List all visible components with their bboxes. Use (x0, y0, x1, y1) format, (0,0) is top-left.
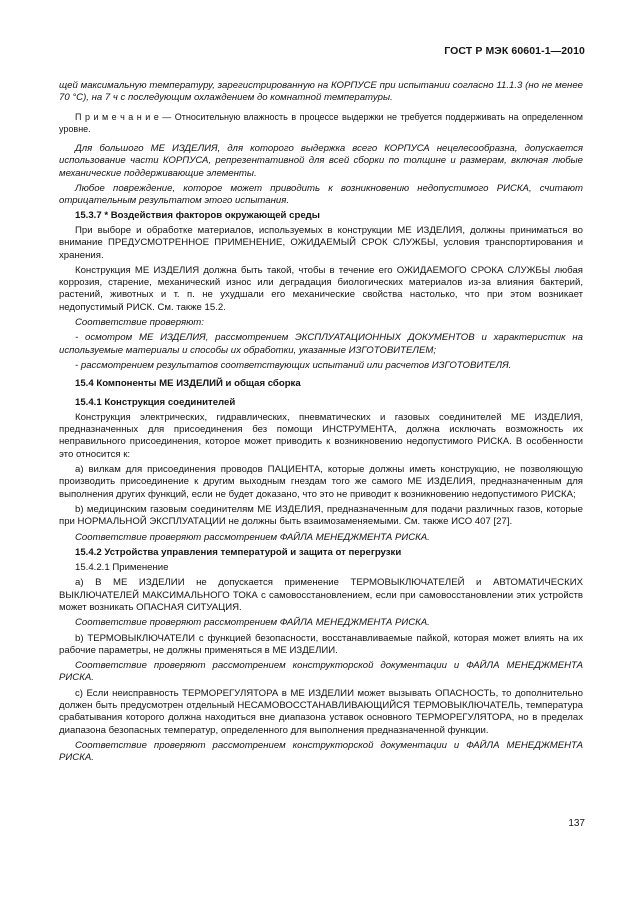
section-heading-15-4: 15.4 Компоненты МЕ ИЗДЕЛИЙ и общая сборка (75, 378, 301, 390)
note-paragraph: П р и м е ч а н и е — Относительную влажность в процессе выдержки не требуется поддерживать на определенном уровне. (59, 111, 583, 134)
compliance-text: Соответствие проверяют рассмотрением ФАЙЛА МЕНЕДЖМЕНТА РИСКА. (75, 617, 430, 629)
compliance-text: Соответствие проверяют рассмотрением конструкторской документации и ФАЙЛА МЕНЕДЖМЕНТА РИСКА. (59, 660, 583, 684)
compliance-text: Соответствие проверяют: (75, 317, 204, 329)
section-heading-15-3-7: 15.3.7 * Воздействия факторов окружающей среды (75, 209, 320, 221)
page-content (59, 80, 583, 768)
list-item: - осмотром МЕ ИЗДЕЛИЯ, рассмотрением ЭКСПЛУАТАЦИОННЫХ ДОКУМЕНТОВ и характеристик на используемые материалы и способы их обработки, указанные ИЗГОТОВИТЕЛЕМ; (59, 332, 583, 356)
compliance-text: Соответствие проверяют рассмотрением конструкторской документации и ФАЙЛА МЕНЕДЖМЕНТА РИСКА. (59, 739, 583, 764)
paragraph: щей максимальную температуру, зарегистрированную на КОРПУСЕ при испытании согласно 11.1.3 (но не менее 70 °С), на 7 ч с последующим охлаждением до комнатной температуры. (59, 80, 583, 104)
paragraph: Конструкция МЕ ИЗДЕЛИЯ должна быть такой, чтобы в течение его ОЖИДАЕМОГО СРОКА СЛУЖБЫ любая коррозия, старение, механический износ или деградация биологических материалов из-за влияния бактерий, растений, животных и т. п. не ухудшали его механические свойства настолько, что при этом возникает недопустимый РИСК. См. также 15.2. (59, 264, 583, 313)
subsection-title: 15.4.2.1 Применение (75, 562, 169, 574)
paragraph: Для большого МЕ ИЗДЕЛИЯ, для которого выдержка всего КОРПУСА нецелесообразна, допускается использование части КОРПУСА, репрезентативной для всей сборки по толщине и размерам, включая любые механические поддерживающие элементы. (59, 143, 583, 179)
list-item: с) Если неисправность ТЕРМОРЕГУЛЯТОРА в МЕ ИЗДЕЛИИ может вызывать ОПАСНОСТЬ, то дополнительно должен быть предусмотрен отдельный НЕСАМОВОССТАНАВЛИВАЮЩИЙСЯ ТЕРМОВЫКЛЮЧАТЕЛЬ, температура срабатывания которого должна находиться вне диапазона уставок основного ТЕРМОРЕГУЛЯТОРА, но в пределах диапазона безопасных температур, определенного для выполнения предназначенной функции. (59, 687, 583, 736)
paragraph: При выборе и обработке материалов, используемых в конструкции МЕ ИЗДЕЛИЯ, должны приниматься во внимание ПРЕДУСМОТРЕННОЕ ПРИМЕНЕНИЕ, ОЖИДАЕМЫЙ СРОК СЛУЖБЫ, условия транспортирования и хранения. (59, 224, 583, 261)
list-item: а) вилкам для присоединения проводов ПАЦИЕНТА, которые должны иметь конструкцию, не позволяющую производить присоединение к другим выходным гнездам того же самого МЕ ИЗДЕЛИЯ, предназначенным для выполнения других функций, если не будет доказано, что это не приводит к возникновению недопустимого РИСКА; (59, 464, 583, 500)
list-item: - рассмотрением результатов соответствующих испытаний или расчетов ИЗГОТОВИТЕЛЯ. (75, 359, 512, 371)
paragraph: Любое повреждение, которое может приводить к возникновению недопустимого РИСКА, считают отрицательным результатом этого испытания. (59, 183, 583, 207)
list-item: а) В МЕ ИЗДЕЛИИ не допускается применение ТЕРМОВЫКЛЮЧАТЕЛЕЙ и АВТОМАТИЧЕСКИХ ВЫКЛЮЧАТЕЛЕЙ МАКСИМАЛЬНОГО ТОКА с самовосстановлением, если при самовосстановлении этих устройств может возникать ОПАСНАЯ СИТУАЦИЯ. (59, 577, 583, 613)
page-number: 137 (568, 817, 585, 829)
list-item: b) медицинским газовым соединителям МЕ ИЗДЕЛИЯ, предназначенным для подачи различных газов, которые при НОРМАЛЬНОЙ ЭКСПЛУАТАЦИИ не должны быть взаимозаменяемыми. См. также ИСО 407 [27]. (59, 503, 583, 528)
section-heading-15-4-1: 15.4.1 Конструкция соединителей (75, 396, 236, 408)
document-header: ГОСТ Р МЭК 60601-1—2010 (444, 45, 585, 57)
section-heading-15-4-2: 15.4.2 Устройства управления температурой и защита от перегрузки (75, 546, 402, 558)
list-item: b) ТЕРМОВЫКЛЮЧАТЕЛИ с функцией безопасности, восстанавливаемые пайкой, которая может влиять на их рабочие параметры, не должны применяться в МЕ ИЗДЕЛИИ. (59, 632, 583, 656)
compliance-text: Соответствие проверяют рассмотрением ФАЙЛА МЕНЕДЖМЕНТА РИСКА. (75, 531, 430, 543)
paragraph: Конструкция электрических, гидравлических, пневматических и газовых соединителей МЕ ИЗДЕЛИЯ, предназначенных для присоединения без помощи ИНСТРУМЕНТА, должна исключать возможность их неправильного присоединения, которое может приводить к возникновению недопустимого РИСКА. В особенности это относится к: (59, 411, 583, 460)
